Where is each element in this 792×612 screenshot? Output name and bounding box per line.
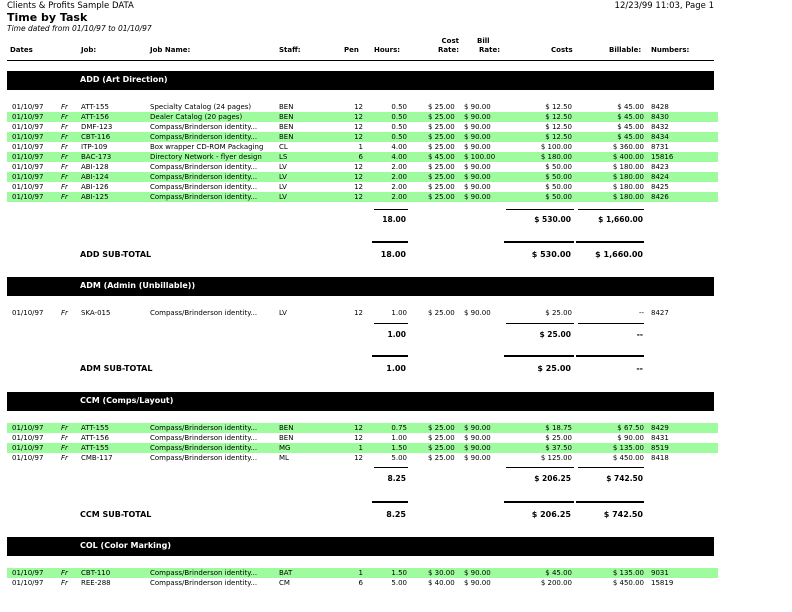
row-cost: $ 50.00 xyxy=(545,183,572,191)
table-row xyxy=(7,578,718,588)
row-date: 01/10/97 xyxy=(12,569,44,577)
col-header-job: Job: xyxy=(81,46,97,54)
row-number: 8434 xyxy=(651,133,669,141)
row-pen: 12 xyxy=(354,113,363,121)
total-hours: 8.25 xyxy=(387,474,406,483)
row-number: 8430 xyxy=(651,113,669,121)
row-bill-rate: $ 90.00 xyxy=(464,133,491,141)
subtotal-billable-rule xyxy=(576,241,644,243)
row-billable: $ 45.00 xyxy=(617,123,644,131)
row-day: Fr xyxy=(61,424,68,432)
total-cost: $ 206.25 xyxy=(534,474,571,483)
row-number: 8432 xyxy=(651,123,669,131)
table-row xyxy=(7,152,718,162)
subtotal-cost: $ 25.00 xyxy=(537,364,571,373)
row-job-name: Box wrapper CD-ROM Packaging xyxy=(150,143,264,151)
row-pen: 12 xyxy=(354,183,363,191)
row-hours: 1.50 xyxy=(391,569,407,577)
row-day: Fr xyxy=(61,153,68,161)
section-title: ADM (Admin (Unbillable)) xyxy=(80,281,196,290)
row-number: 15816 xyxy=(651,153,674,161)
row-cost-rate: $ 25.00 xyxy=(428,434,455,442)
row-job: ABI-126 xyxy=(81,183,109,191)
row-day: Fr xyxy=(61,123,68,131)
row-day: Fr xyxy=(61,193,68,201)
row-pen: 6 xyxy=(358,579,363,587)
table-row xyxy=(7,568,718,578)
row-billable: $ 450.00 xyxy=(612,579,644,587)
row-cost: $ 12.50 xyxy=(545,123,572,131)
row-day: Fr xyxy=(61,133,68,141)
row-day: Fr xyxy=(61,569,68,577)
row-number: 8426 xyxy=(651,193,669,201)
subtotal-label: CCM SUB-TOTAL xyxy=(80,510,152,519)
subtotal-cost-rule xyxy=(504,501,574,503)
row-bill-rate: $ 90.00 xyxy=(464,123,491,131)
row-cost: $ 25.00 xyxy=(545,309,572,317)
subtotal-hours: 18.00 xyxy=(380,250,406,259)
row-number: 15819 xyxy=(651,579,674,587)
row-job: ABI-124 xyxy=(81,173,109,181)
row-hours: 1.50 xyxy=(391,444,407,452)
row-cost: $ 45.00 xyxy=(545,569,572,577)
row-staff: LV xyxy=(279,309,287,317)
table-row xyxy=(7,423,718,433)
row-day: Fr xyxy=(61,183,68,191)
row-hours: 5.00 xyxy=(391,454,407,462)
row-cost-rate: $ 40.00 xyxy=(428,579,455,587)
row-staff: CM xyxy=(279,579,290,587)
row-hours: 1.00 xyxy=(391,434,407,442)
row-bill-rate: $ 90.00 xyxy=(464,193,491,201)
table-row xyxy=(7,192,718,202)
row-day: Fr xyxy=(61,444,68,452)
col-header-hours: Hours: xyxy=(374,46,401,54)
row-billable: -- xyxy=(638,309,644,317)
col-header-job-name: Job Name: xyxy=(150,46,191,54)
row-hours: 4.00 xyxy=(391,153,407,161)
row-bill-rate: $ 90.00 xyxy=(464,173,491,181)
row-date: 01/10/97 xyxy=(12,143,44,151)
col-header-pen: Pen xyxy=(344,46,359,54)
row-date: 01/10/97 xyxy=(12,163,44,171)
total-billable: $ 1,660.00 xyxy=(598,215,643,224)
row-billable: $ 450.00 xyxy=(612,454,644,462)
section-header xyxy=(7,71,714,90)
col-header-bill-rate xyxy=(477,37,500,55)
row-billable: $ 135.00 xyxy=(612,569,644,577)
table-row xyxy=(7,112,718,122)
row-date: 01/10/97 xyxy=(12,103,44,111)
section-header xyxy=(7,537,714,556)
row-day: Fr xyxy=(61,579,68,587)
row-staff: LV xyxy=(279,173,287,181)
table-row xyxy=(7,162,718,172)
subtotal-cost-rule xyxy=(504,241,574,243)
row-bill-rate: $ 90.00 xyxy=(464,103,491,111)
row-billable: $ 180.00 xyxy=(612,173,644,181)
row-bill-rate: $ 90.00 xyxy=(464,183,491,191)
subtotal-hours-rule xyxy=(372,501,408,503)
row-billable: $ 67.50 xyxy=(617,424,644,432)
row-pen: 12 xyxy=(354,454,363,462)
row-job-name: Compass/Brinderson identity... xyxy=(150,123,258,131)
row-cost: $ 100.00 xyxy=(540,143,572,151)
row-date: 01/10/97 xyxy=(12,424,44,432)
row-bill-rate: $ 90.00 xyxy=(464,434,491,442)
row-job: DMF-123 xyxy=(81,123,113,131)
row-pen: 6 xyxy=(358,153,363,161)
col-header-costs: Costs xyxy=(551,46,573,54)
row-cost-rate: $ 25.00 xyxy=(428,309,455,317)
section-header xyxy=(7,392,714,411)
row-cost: $ 125.00 xyxy=(540,454,572,462)
row-number: 8425 xyxy=(651,183,669,191)
subtotal-hours-rule xyxy=(372,241,408,243)
row-staff: BEN xyxy=(279,103,294,111)
row-cost-rate: $ 25.00 xyxy=(428,103,455,111)
row-day: Fr xyxy=(61,103,68,111)
row-cost: $ 12.50 xyxy=(545,113,572,121)
row-date: 01/10/97 xyxy=(12,444,44,452)
subtotal-hours: 1.00 xyxy=(386,364,406,373)
row-billable: $ 90.00 xyxy=(617,434,644,442)
row-billable: $ 45.00 xyxy=(617,103,644,111)
row-cost: $ 200.00 xyxy=(540,579,572,587)
row-pen: 12 xyxy=(354,309,363,317)
row-date: 01/10/97 xyxy=(12,123,44,131)
subtotal-hours: 8.25 xyxy=(386,510,406,519)
section-title: CCM (Comps/Layout) xyxy=(80,396,174,405)
row-date: 01/10/97 xyxy=(12,153,44,161)
row-billable: $ 400.00 xyxy=(612,153,644,161)
row-job: ATT-155 xyxy=(81,103,109,111)
row-job-name: Dealer Catalog (20 pages) xyxy=(150,113,243,121)
table-row xyxy=(7,172,718,182)
row-hours: 5.00 xyxy=(391,579,407,587)
row-job-name: Compass/Brinderson identity... xyxy=(150,444,258,452)
row-date: 01/10/97 xyxy=(12,133,44,141)
row-cost: $ 25.00 xyxy=(545,434,572,442)
row-job-name: Compass/Brinderson identity... xyxy=(150,454,258,462)
table-row xyxy=(7,142,718,152)
row-bill-rate: $ 100.00 xyxy=(464,153,496,161)
row-billable: $ 45.00 xyxy=(617,113,644,121)
row-staff: BAT xyxy=(279,569,293,577)
row-cost-rate: $ 25.00 xyxy=(428,143,455,151)
row-hours: 0.75 xyxy=(391,424,407,432)
table-row xyxy=(7,453,718,463)
row-bill-rate: $ 90.00 xyxy=(464,569,491,577)
subtotal-cost-rule xyxy=(504,355,574,357)
col-header-cost-rate-line2: Rate: xyxy=(438,46,460,54)
row-job-name: Compass/Brinderson identity... xyxy=(150,569,258,577)
row-number: 9031 xyxy=(651,569,669,577)
row-job-name: Compass/Brinderson identity... xyxy=(150,434,258,442)
row-date: 01/10/97 xyxy=(12,113,44,121)
row-number: 8431 xyxy=(651,434,669,442)
row-job-name: Compass/Brinderson identity... xyxy=(150,424,258,432)
row-job: BAC-173 xyxy=(81,153,112,161)
row-cost-rate: $ 25.00 xyxy=(428,123,455,131)
row-job: ABI-128 xyxy=(81,163,109,171)
page-info: 12/23/99 11:03, Page 1 xyxy=(614,1,714,11)
row-job-name: Compass/Brinderson identity... xyxy=(150,309,258,317)
row-staff: ML xyxy=(279,454,289,462)
total-hours: 18.00 xyxy=(382,215,406,224)
company-name: Clients & Profits Sample DATA xyxy=(7,1,134,11)
row-day: Fr xyxy=(61,309,68,317)
row-hours: 0.50 xyxy=(391,113,407,121)
row-staff: LV xyxy=(279,183,287,191)
row-cost: $ 12.50 xyxy=(545,103,572,111)
row-pen: 1 xyxy=(358,143,363,151)
col-header-bill-rate-line1: Bill xyxy=(477,37,490,45)
subtotal-billable: $ 1,660.00 xyxy=(595,250,643,259)
row-cost: $ 12.50 xyxy=(545,133,572,141)
row-number: 8429 xyxy=(651,424,669,432)
col-header-bill-rate-line2: Rate: xyxy=(479,46,501,54)
table-row xyxy=(7,433,718,443)
total-billable: $ 742.50 xyxy=(606,474,643,483)
row-cost-rate: $ 25.00 xyxy=(428,163,455,171)
row-cost-rate: $ 25.00 xyxy=(428,444,455,452)
subtotal-billable: $ 742.50 xyxy=(603,510,643,519)
row-staff: BEN xyxy=(279,133,294,141)
row-date: 01/10/97 xyxy=(12,173,44,181)
row-cost: $ 180.00 xyxy=(540,153,572,161)
row-pen: 12 xyxy=(354,133,363,141)
row-pen: 1 xyxy=(358,444,363,452)
row-date: 01/10/97 xyxy=(12,193,44,201)
row-cost: $ 50.00 xyxy=(545,163,572,171)
row-pen: 12 xyxy=(354,103,363,111)
row-number: 8423 xyxy=(651,163,669,171)
row-job-name: Compass/Brinderson identity... xyxy=(150,173,258,181)
col-header-billable: Billable: xyxy=(609,46,642,54)
row-job-name: Directory Network - flyer design xyxy=(150,153,262,161)
row-job: ATT-155 xyxy=(81,444,109,452)
row-job: ABI-125 xyxy=(81,193,109,201)
row-cost-rate: $ 45.00 xyxy=(428,153,455,161)
row-bill-rate: $ 90.00 xyxy=(464,444,491,452)
row-bill-rate: $ 90.00 xyxy=(464,143,491,151)
row-bill-rate: $ 90.00 xyxy=(464,579,491,587)
total-billable-rule xyxy=(578,323,644,324)
row-job: CBT-116 xyxy=(81,133,111,141)
row-billable: $ 180.00 xyxy=(612,183,644,191)
subtotal-billable-rule xyxy=(576,355,644,357)
row-hours: 0.50 xyxy=(391,123,407,131)
row-staff: LS xyxy=(279,153,288,161)
table-row xyxy=(7,182,718,192)
row-cost-rate: $ 25.00 xyxy=(428,133,455,141)
col-header-numbers: Numbers: xyxy=(651,46,690,54)
subtotal-cost: $ 206.25 xyxy=(531,510,571,519)
row-hours: 2.00 xyxy=(391,163,407,171)
row-pen: 12 xyxy=(354,123,363,131)
row-hours: 0.50 xyxy=(391,133,407,141)
row-staff: BEN xyxy=(279,123,294,131)
row-bill-rate: $ 90.00 xyxy=(464,309,491,317)
row-bill-rate: $ 90.00 xyxy=(464,424,491,432)
row-hours: 2.00 xyxy=(391,173,407,181)
row-number: 8428 xyxy=(651,103,669,111)
row-pen: 12 xyxy=(354,163,363,171)
subtotal-billable-rule xyxy=(576,501,644,503)
col-header-cost-rate xyxy=(438,37,459,55)
section-header xyxy=(7,277,714,296)
table-row xyxy=(7,308,718,318)
row-date: 01/10/97 xyxy=(12,183,44,191)
col-header-dates: Dates xyxy=(10,46,33,54)
row-job-name: Compass/Brinderson identity... xyxy=(150,183,258,191)
total-cost: $ 530.00 xyxy=(534,215,571,224)
total-hours: 1.00 xyxy=(387,330,406,339)
table-row xyxy=(7,443,718,453)
row-bill-rate: $ 90.00 xyxy=(464,454,491,462)
row-cost-rate: $ 25.00 xyxy=(428,424,455,432)
row-hours: 4.00 xyxy=(391,143,407,151)
row-billable: $ 135.00 xyxy=(612,444,644,452)
row-date: 01/10/97 xyxy=(12,434,44,442)
row-pen: 12 xyxy=(354,173,363,181)
row-job-name: Compass/Brinderson identity... xyxy=(150,193,258,201)
row-date: 01/10/97 xyxy=(12,454,44,462)
row-job-name: Specialty Catalog (24 pages) xyxy=(150,103,252,111)
row-job: CMB-117 xyxy=(81,454,113,462)
total-hours-rule xyxy=(374,467,408,468)
row-cost: $ 18.75 xyxy=(545,424,572,432)
row-billable: $ 180.00 xyxy=(612,163,644,171)
total-cost: $ 25.00 xyxy=(539,330,571,339)
row-day: Fr xyxy=(61,173,68,181)
row-billable: $ 180.00 xyxy=(612,193,644,201)
row-staff: BEN xyxy=(279,434,294,442)
row-cost-rate: $ 25.00 xyxy=(428,173,455,181)
row-bill-rate: $ 90.00 xyxy=(464,113,491,121)
row-staff: MG xyxy=(279,444,291,452)
table-row xyxy=(7,132,718,142)
row-staff: BEN xyxy=(279,113,294,121)
col-header-staff: Staff: xyxy=(279,46,301,54)
row-job-name: Compass/Brinderson identity... xyxy=(150,163,258,171)
col-header-cost-rate-line1: Cost xyxy=(441,37,460,45)
table-row xyxy=(7,122,718,132)
row-day: Fr xyxy=(61,163,68,171)
row-date: 01/10/97 xyxy=(12,309,44,317)
report-title: Time by Task xyxy=(7,11,88,24)
row-number: 8418 xyxy=(651,454,669,462)
row-job: ATT-156 xyxy=(81,434,109,442)
row-job-name: Compass/Brinderson identity... xyxy=(150,579,258,587)
row-job: SKA-015 xyxy=(81,309,111,317)
row-day: Fr xyxy=(61,434,68,442)
header-divider xyxy=(7,60,714,61)
row-number: 8424 xyxy=(651,173,669,181)
row-day: Fr xyxy=(61,454,68,462)
total-billable: -- xyxy=(636,330,643,339)
row-number: 8519 xyxy=(651,444,669,452)
row-cost: $ 37.50 xyxy=(545,444,572,452)
row-number: 8427 xyxy=(651,309,669,317)
row-number: 8731 xyxy=(651,143,669,151)
row-day: Fr xyxy=(61,113,68,121)
row-billable: $ 360.00 xyxy=(612,143,644,151)
row-pen: 1 xyxy=(358,569,363,577)
row-cost: $ 50.00 xyxy=(545,193,572,201)
total-billable-rule xyxy=(578,467,644,468)
row-hours: 2.00 xyxy=(391,183,407,191)
total-hours-rule xyxy=(374,209,408,210)
row-date: 01/10/97 xyxy=(12,579,44,587)
row-day: Fr xyxy=(61,143,68,151)
row-staff: LV xyxy=(279,193,287,201)
row-job: REE-288 xyxy=(81,579,111,587)
row-job: ITP-109 xyxy=(81,143,108,151)
total-cost-rule xyxy=(506,323,574,324)
row-pen: 12 xyxy=(354,193,363,201)
row-staff: CL xyxy=(279,143,288,151)
row-bill-rate: $ 90.00 xyxy=(464,163,491,171)
total-hours-rule xyxy=(374,323,408,324)
row-hours: 2.00 xyxy=(391,193,407,201)
subtotal-hours-rule xyxy=(372,355,408,357)
total-cost-rule xyxy=(506,209,574,210)
table-row xyxy=(7,102,718,112)
subtotal-label: ADD SUB-TOTAL xyxy=(80,250,152,259)
row-staff: LV xyxy=(279,163,287,171)
row-cost-rate: $ 30.00 xyxy=(428,569,455,577)
row-staff: BEN xyxy=(279,424,294,432)
row-hours: 1.00 xyxy=(391,309,407,317)
section-title: ADD (Art Direction) xyxy=(80,75,168,84)
row-pen: 12 xyxy=(354,434,363,442)
subtotal-label: ADM SUB-TOTAL xyxy=(80,364,153,373)
row-pen: 12 xyxy=(354,424,363,432)
row-hours: 0.50 xyxy=(391,103,407,111)
subtotal-cost: $ 530.00 xyxy=(531,250,571,259)
section-title: COL (Color Marking) xyxy=(80,541,171,550)
row-job: ATT-156 xyxy=(81,113,109,121)
row-billable: $ 45.00 xyxy=(617,133,644,141)
report-subtitle: Time dated from 01/10/97 to 01/10/97 xyxy=(7,24,152,33)
row-cost-rate: $ 25.00 xyxy=(428,454,455,462)
row-job: CBT-110 xyxy=(81,569,111,577)
row-cost-rate: $ 25.00 xyxy=(428,113,455,121)
total-cost-rule xyxy=(506,467,574,468)
subtotal-billable: -- xyxy=(636,364,643,373)
row-cost-rate: $ 25.00 xyxy=(428,183,455,191)
row-cost: $ 50.00 xyxy=(545,173,572,181)
row-job: ATT-155 xyxy=(81,424,109,432)
total-billable-rule xyxy=(578,209,644,210)
row-cost-rate: $ 25.00 xyxy=(428,193,455,201)
row-job-name: Compass/Brinderson identity... xyxy=(150,133,258,141)
